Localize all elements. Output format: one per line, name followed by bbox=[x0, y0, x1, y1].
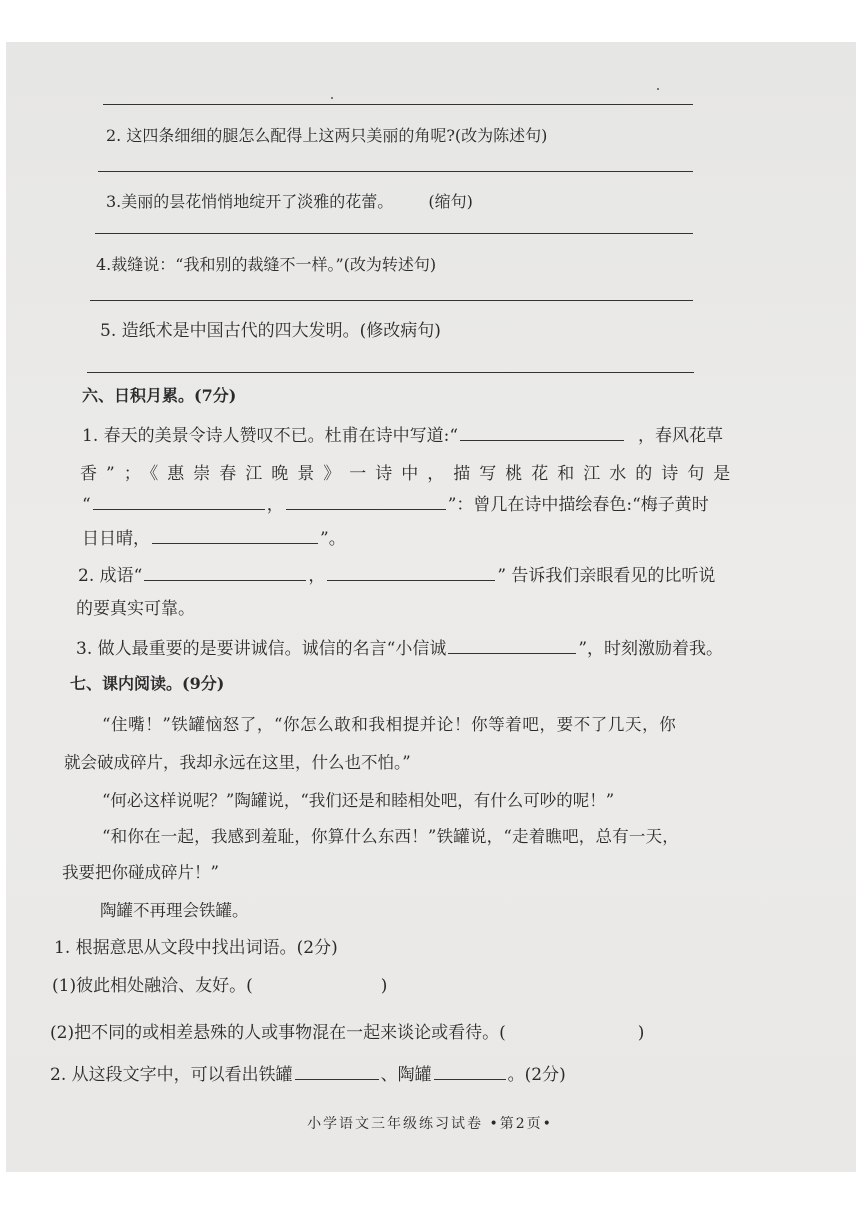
s6-q1-line2: 香”；《惠崇春江晚景》一诗中，描写桃花和江水的诗句是 bbox=[80, 464, 740, 484]
s7-p3-line2: 我要把你碰成碎片！” bbox=[62, 863, 219, 882]
page-footer: 小学语文三年级练习试卷 •第2页• bbox=[307, 1116, 553, 1132]
s7-q2 bbox=[50, 1063, 566, 1086]
s7-q2-end: 。(2分) bbox=[507, 1065, 566, 1085]
section6-heading: 六、日积月累。(7分) bbox=[82, 386, 237, 405]
blank[interactable] bbox=[448, 637, 576, 654]
s6-q2-text: 2. 成语“ bbox=[78, 566, 143, 586]
s6-q1-line3-quote: “ bbox=[82, 495, 91, 515]
s7-p1-line1: “住嘴！”铁罐恼怒了，“你怎么敢和我相提并论！你等着吧，要不了几天，你 bbox=[102, 715, 677, 734]
s6-q2-line1 bbox=[78, 564, 715, 587]
s7-q1-1-text: (1)彼此相处融洽、友好。( bbox=[52, 976, 253, 996]
speck bbox=[657, 88, 659, 90]
s7-q1-2-text: (2)把不同的或相差悬殊的人或事物混在一起来谈论或看待。( bbox=[50, 1023, 506, 1043]
s7-q2-mid: 、陶罐 bbox=[380, 1065, 432, 1085]
answer-line bbox=[90, 300, 693, 301]
section7-heading: 七、课内阅读。(9分) bbox=[70, 674, 225, 693]
s6-q1-line3-end: ”：曾几在诗中描绘春色:“梅子黄时 bbox=[447, 495, 709, 515]
speck bbox=[331, 97, 333, 99]
q5-item2: 2. 这四条细细的腿怎么配得上这两只美丽的角呢?(改为陈述句) bbox=[106, 126, 548, 145]
s7-p4: 陶罐不再理会铁罐。 bbox=[100, 901, 249, 920]
s6-q1-line1-text: 1. 春天的美景令诗人赞叹不已。杜甫在诗中写道:“ bbox=[82, 426, 459, 446]
s7-q1-2 bbox=[50, 1022, 644, 1044]
s7-q2-text: 2. 从这段文字中，可以看出铁罐 bbox=[50, 1065, 293, 1085]
q5-item3 bbox=[106, 191, 473, 213]
s7-q1-1-close: ) bbox=[380, 976, 388, 996]
blank[interactable] bbox=[144, 564, 306, 581]
q5-item3-text: 3.美丽的昙花悄悄地绽开了淡雅的花蕾。 bbox=[106, 192, 394, 211]
s6-q2-line2: 的要真实可靠。 bbox=[76, 599, 195, 619]
s7-p2: “何必这样说呢？”陶罐说，“我们还是和睦相处吧，有什么可吵的呢！” bbox=[102, 791, 615, 810]
s6-q1-line4-text: 日日晴， bbox=[82, 529, 150, 549]
blank[interactable] bbox=[434, 1063, 506, 1080]
blank[interactable] bbox=[286, 493, 446, 510]
blank[interactable] bbox=[460, 424, 624, 441]
q5-item5: 5. 造纸术是中国古代的四大发明。(修改病句) bbox=[100, 321, 441, 341]
s6-q3 bbox=[76, 637, 723, 660]
answer-line bbox=[87, 372, 694, 373]
answer-line bbox=[103, 104, 693, 105]
s7-q1-2-close: ) bbox=[637, 1023, 645, 1043]
s6-q3-text: 3. 做人最重要的是要讲诚信。诚信的名言“小信诚 bbox=[76, 639, 447, 659]
s6-q1-line3 bbox=[82, 493, 709, 516]
s6-q2-comma: ， bbox=[308, 566, 326, 586]
q5-item4: 4.裁缝说：“我和别的裁缝不一样。”(改为转述句) bbox=[96, 255, 437, 274]
s7-p3-line1: “和你在一起，我感到羞耻，你算什么东西！”铁罐说，“走着瞧吧，总有一天， bbox=[102, 827, 680, 846]
answer-line bbox=[98, 171, 693, 172]
answer-line bbox=[95, 233, 693, 234]
s6-q1-line4-end: ”。 bbox=[320, 529, 346, 549]
blank[interactable] bbox=[152, 527, 318, 544]
s6-q1-line4 bbox=[82, 527, 346, 550]
s7-q1-1 bbox=[52, 975, 387, 997]
blank[interactable] bbox=[295, 1063, 379, 1080]
s7-q1: 1. 根据意思从文段中找出词语。(2分) bbox=[54, 938, 338, 958]
s6-q1-line3-comma: ， bbox=[266, 495, 284, 515]
s6-q3-end: ”，时刻激励着我。 bbox=[578, 639, 724, 659]
s6-q2-end: ” 告诉我们亲眼看见的比听说 bbox=[497, 566, 716, 586]
q5-item3-note: (缩句) bbox=[428, 192, 473, 211]
s7-p1-line2: 就会破成碎片，我却永远在这里，什么也不怕。” bbox=[64, 753, 411, 772]
s6-q1-line1-end: ，春风花草 bbox=[638, 426, 724, 446]
blank[interactable] bbox=[93, 493, 265, 510]
blank[interactable] bbox=[327, 564, 495, 581]
s6-q1-line1 bbox=[82, 424, 723, 447]
